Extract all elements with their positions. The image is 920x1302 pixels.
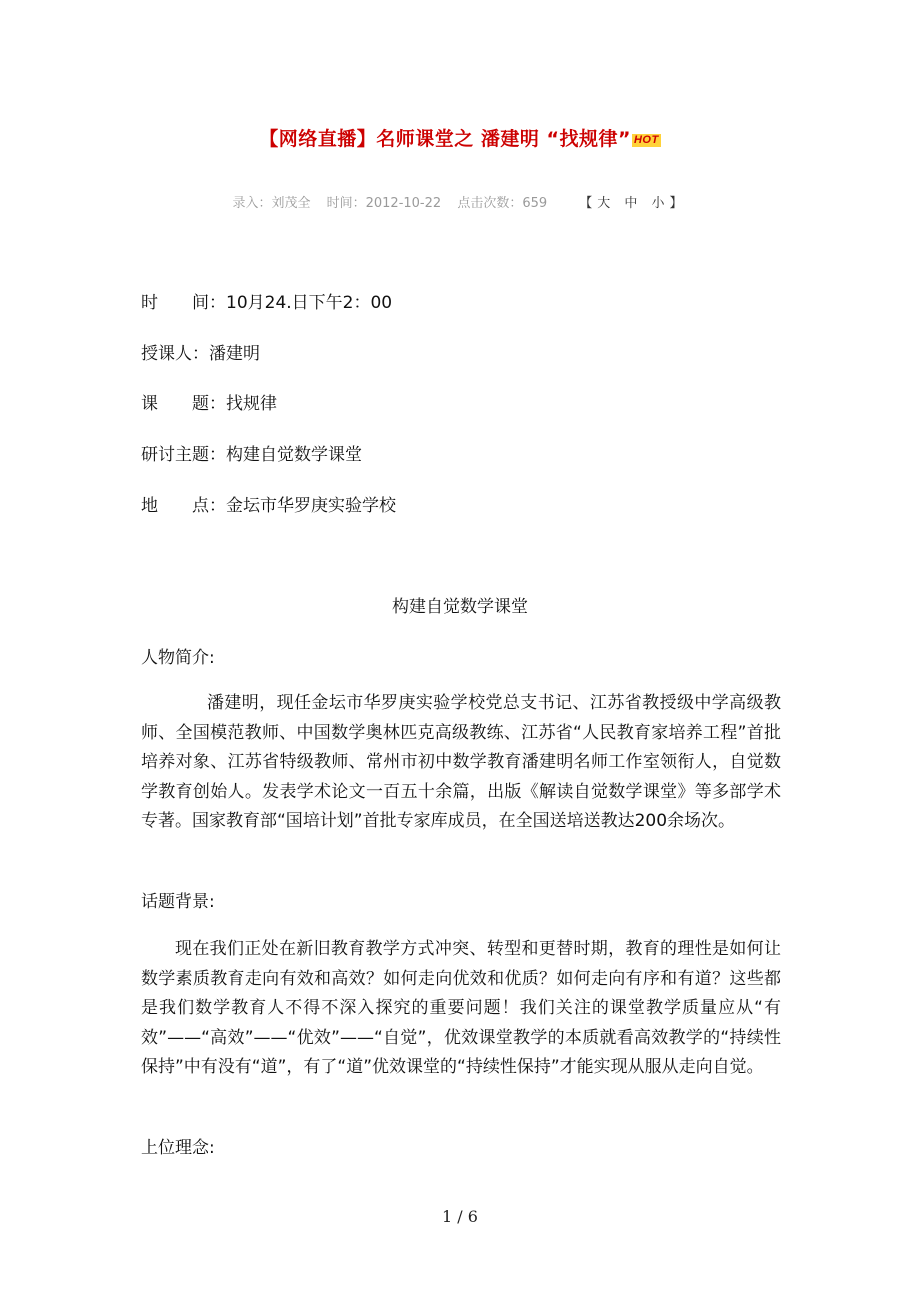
profile-label: 人物简介: <box>141 648 215 668</box>
info-time: 时 间：10月24.日下午2：00 <box>141 293 393 313</box>
meta-author: 录入：刘茂全 <box>232 196 311 211</box>
article-title-text: 【网络直播】名师课堂之 潘建明 “找规律” <box>259 128 631 150</box>
info-topic: 课 题：找规律 <box>141 394 277 414</box>
background-paragraph: 现在我们正处在新旧教育教学方式冲突、转型和更替时期，教育的理性是如何让数学素质教育走向有效和高效？如何走向优效和优质？如何走向有序和有道？这些都是我们数学教育人不得不深入探究的重要问题！我们关注的课堂教学质量应从“有效”——“高效”——“优效”——“自觉”，优效课堂教学的本质就看高效教学的“持续性保持”中有没有“道”，有了“道”优效课堂的“持续性保持”才能实现从服从走向自觉。 <box>141 939 781 1077</box>
info-location: 地 点：金坛市华罗庚实验学校 <box>141 496 396 516</box>
article-meta <box>0 192 920 211</box>
profile-paragraph: 潘建明，现任金坛市华罗庚实验学校党总支书记、江苏省教授级中学高级教师、全国模范教师、中国数学奥林匹克高级教练、江苏省“人民教育家培养工程”首批培养对象、江苏省特级教师、常州市初中数学教育潘建明名师工作室领衔人，自觉数学教育创始人。发表学术论文一百五十余篇，出版《解读自觉数学课堂》等多部学术专著。国家教育部“国培计划”首批专家库成员，在全国送培送教达200余场次。 <box>141 693 781 831</box>
hot-badge: HOT <box>633 134 659 146</box>
concept-label: 上位理念: <box>141 1138 215 1158</box>
meta-time: 时间：2012-10-22 <box>326 196 442 211</box>
info-theme: 研讨主题：构建自觉数学课堂 <box>141 445 362 465</box>
page-number: 1 / 6 <box>442 1207 478 1226</box>
section-heading: 构建自觉数学课堂 <box>392 597 528 617</box>
meta-clicks: 点击次数：659 <box>457 196 548 211</box>
background-label: 话题背景: <box>141 892 215 912</box>
info-teacher: 授课人：潘建明 <box>141 344 260 364</box>
font-size-switcher[interactable]: 【大 中 小】 <box>579 196 688 211</box>
article-title <box>0 124 920 151</box>
